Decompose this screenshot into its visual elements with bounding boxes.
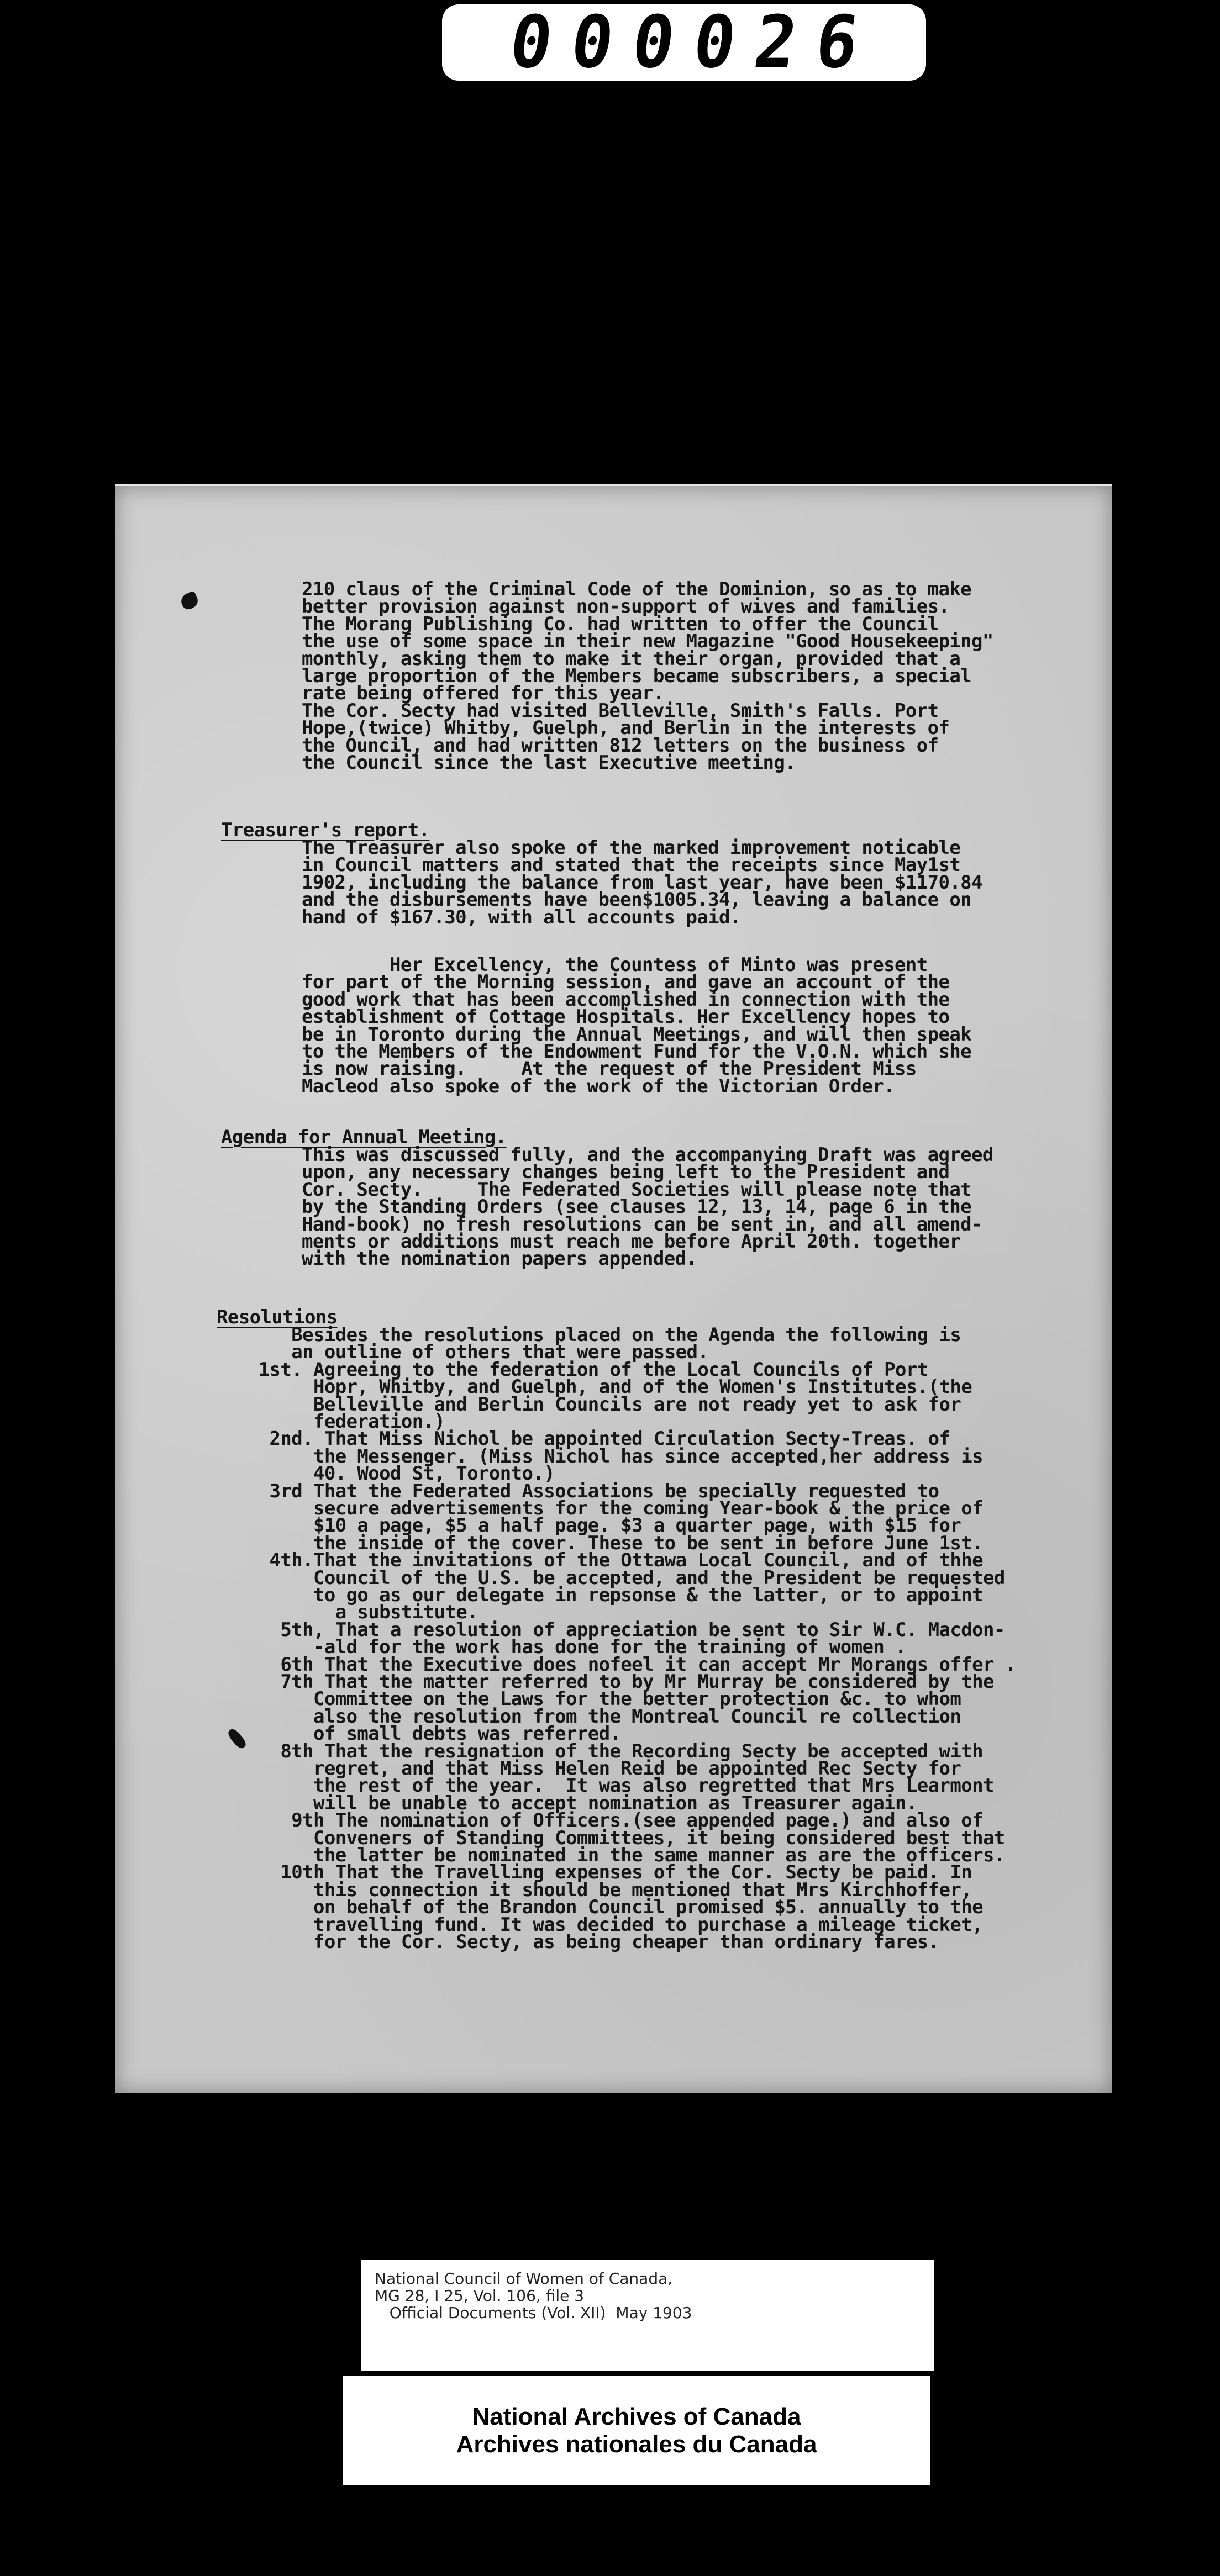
text-line: the inside of the cover. These to be sent in before June 1st. — [225, 1532, 984, 1554]
text-line: 6th That the Executive does nofeel it can accept Mr Morangs offer . — [225, 1653, 1016, 1676]
frame-number-label — [442, 1, 926, 85]
text-line: 3rd That the Federated Associations be specially requested to — [225, 1480, 939, 1502]
text-line: The Morang Publishing Co. had written to offer the Council — [302, 613, 939, 635]
text-line: large proportion of the Members became subscribers, a special — [302, 665, 972, 687]
text-line: of small debts was referred. — [225, 1723, 621, 1745]
text-line: Committee on the Laws for the better protection &c. to whom — [225, 1688, 961, 1711]
text-line: upon, any necessary changes being left to the President and — [302, 1161, 950, 1184]
text-line: good work that has been accomplished in connection with the — [302, 988, 950, 1011]
text-line: monthly, asking them to make it their organ, provided that a — [302, 647, 961, 670]
archives-stamp — [343, 2376, 930, 2485]
caption-line: Official Documents (Vol. XII) May 1903 — [375, 2304, 692, 2322]
text-line: for part of the Morning session, and gave an account of the — [302, 971, 950, 994]
text-line: 2nd. That Miss Nichol be appointed Circulation Secty-Treas. of — [225, 1428, 950, 1450]
text-line: regret, and that Miss Helen Reid be appointed Rec Secty for — [225, 1757, 961, 1780]
text-line: The Cor. Secty had visited Belleville, Smith's Falls. Port — [302, 699, 939, 722]
section-heading: Agenda for Annual Meeting. — [221, 1126, 507, 1148]
caption-line: National Council of Women of Canada, — [375, 2269, 673, 2288]
text-line: is now raising. At the request of the President Miss — [302, 1058, 917, 1080]
text-line: to go as our delegate in repsonse & the latter, or to appoint — [225, 1584, 984, 1606]
text-line: Hope,(twice) Whitby, Guelph, and Berlin in the interests of — [302, 717, 950, 740]
text-line: by the Standing Orders (see clauses 12, 13, 14, page 6 in the — [302, 1196, 972, 1218]
text-line: also the resolution from the Montreal Council re collection — [225, 1705, 961, 1728]
text-line: Hand-book) no fresh resolutions can be sent in, and all amend- — [302, 1213, 982, 1236]
text-line: Conveners of Standing Committees, it being considered best that — [225, 1827, 1005, 1849]
text-line: Cor. Secty. The Federated Societies will please note that — [302, 1178, 972, 1201]
stamp-line-fr: Archives nationales du Canada — [456, 2431, 817, 2458]
text-line: 9th The nomination of Officers.(see appended page.) and also of — [225, 1809, 984, 1832]
text-line: on behalf of the Brandon Council promised $5. annually to the — [225, 1896, 984, 1919]
text-line: Besides the resolutions placed on the Agenda the following is — [225, 1324, 961, 1346]
text-line: secure advertisements for the coming Year-book & the price of — [225, 1497, 984, 1519]
section-heading: Treasurer's report. — [221, 819, 430, 841]
text-line: the Ouncil, and had written 812 letters on the business of — [302, 734, 939, 757]
text-line: with the nomination papers appended. — [302, 1248, 697, 1270]
text-line: hand of $167.30, with all accounts paid. — [302, 906, 741, 928]
document-page — [115, 484, 1112, 2093]
text-line: 210 claus of the Criminal Code of the Dominion, so as to make — [302, 578, 972, 600]
text-line: $10 a page, $5 a half page. $3 a quarter page, with $15 for — [225, 1514, 961, 1537]
text-line: Macleod also spoke of the work of the Victorian Order. — [302, 1075, 895, 1097]
ink-mark — [178, 590, 200, 611]
text-line: -ald for the work has done for the training of women . — [225, 1636, 906, 1659]
text-line: for the Cor. Secty, as being cheaper than ordinary fares. — [225, 1931, 939, 1953]
text-line: will be unable to accept nomination as Treasurer again. — [225, 1792, 917, 1814]
text-line: in Council matters and stated that the receipts since May1st — [302, 854, 961, 877]
text-line: travelling fund. It was decided to purchase a mileage ticket, — [225, 1913, 984, 1936]
text-line: a substitute. — [225, 1601, 478, 1624]
text-line: rate being offered for this year. — [302, 682, 664, 705]
text-line: this connection it should be mentioned that Mrs Kirchhoffer, — [225, 1878, 972, 1901]
text-line: the Council since the last Executive meeting. — [302, 752, 796, 774]
text-line: the Messenger. (Miss Nichol has since accepted,her address is — [225, 1445, 984, 1468]
text-line: 1902, including the balance from last year, have been $1170.84 — [302, 871, 982, 894]
frame-number-text: 000026 — [504, 1, 884, 85]
text-line: to the Members of the Endowment Fund for the V.O.N. which she — [302, 1041, 972, 1063]
text-line: the use of some space in their new Magazine "Good Housekeeping" — [302, 630, 993, 653]
text-line: federation.) — [225, 1411, 445, 1433]
text-line: 5th, That a resolution of appreciation be sent to Sir W.C. Macdon- — [225, 1618, 1005, 1641]
text-line: ments or additions must reach me before April 20th. together — [302, 1231, 961, 1253]
text-line: be in Toronto during the Annual Meetings, and will then speak — [302, 1023, 972, 1046]
text-line: The Treasurer also spoke of the marked improvement noticable — [302, 837, 961, 859]
text-line: and the disbursements have been$1005.34, leaving a balance on — [302, 889, 972, 911]
section-heading: Resolutions — [217, 1306, 338, 1328]
text-line: Her Excellency, the Countess of Minto was present — [302, 954, 928, 976]
text-line: Belleville and Berlin Councils are not ready yet to ask for — [225, 1393, 961, 1416]
text-line: 4th.That the invitations of the Ottawa Local Council, and of thhe — [225, 1549, 984, 1572]
text-line: an outline of others that were passed. — [225, 1341, 709, 1364]
text-line: establishment of Cottage Hospitals. Her Excellency hopes to — [302, 1006, 950, 1028]
text-line: the rest of the year. It was also regretted that Mrs Learmont — [225, 1775, 994, 1797]
stamp-line-en: National Archives of Canada — [472, 2403, 801, 2430]
archive-caption — [361, 2260, 934, 2371]
text-line: 8th That the resignation of the Recording Secty be accepted with — [225, 1740, 984, 1762]
caption-line: MG 28, I 25, Vol. 106, file 3 — [375, 2287, 585, 2305]
text-line: Council of the U.S. be accepted, and the President be requested — [225, 1566, 1005, 1589]
text-line: 40. Wood St, Toronto.) — [225, 1463, 555, 1485]
text-line: 7th That the matter referred to by Mr Murray be considered by the — [225, 1671, 994, 1693]
text-line: 1st. Agreeing to the federation of the Local Councils of Port — [225, 1358, 928, 1381]
text-line: better provision against non-support of wives and families. — [302, 595, 950, 618]
text-line: the latter be nominated in the same manner as are the officers. — [225, 1844, 1005, 1866]
text-line: Hopr, Whitby, and Guelph, and of the Women's Institutes.(the — [225, 1376, 972, 1398]
text-line: 10th That the Travelling expenses of the Cor. Secty be paid. In — [225, 1861, 972, 1884]
text-line: This was discussed fully, and the accompanying Draft was agreed — [302, 1144, 993, 1166]
